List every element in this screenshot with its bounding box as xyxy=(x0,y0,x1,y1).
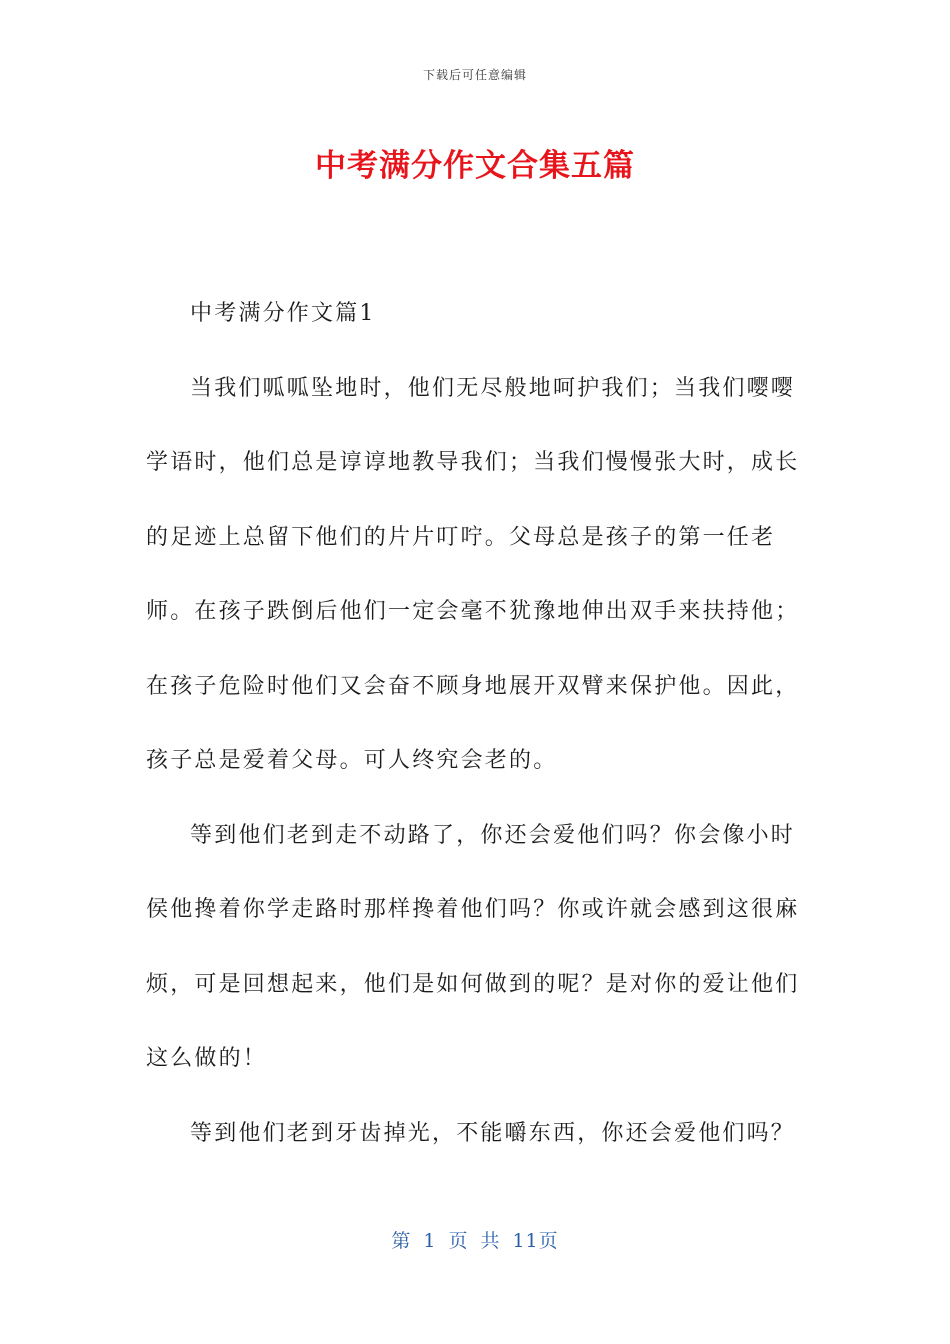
page-footer xyxy=(0,1226,950,1253)
footer-di: 第 xyxy=(391,1230,412,1252)
header-note: 下载后可任意编辑 xyxy=(422,68,527,82)
section-heading: 中考满分作文篇1 xyxy=(190,301,376,326)
footer-ye: 页 xyxy=(448,1230,469,1252)
paragraph: 当我们呱呱坠地时，他们无尽般地呵护我们；当我们嘤嘤学语时，他们总是谆谆地教导我们；当我们慢慢张大时，成长的足迹上总留下他们的片片叮咛。父母总是孩子的第一任老师。在孩子跌倒后他们一定会毫不犹豫地伸出双手来扶持他；在孩子危险时他们又会奋不顾身地展开双臂来保护他。因此，孩子总是爱着父母。可人终究会老的。 xyxy=(146,375,800,773)
paragraph: 等到他们老到走不动路了，你还会爱他们吗？你会像小时侯他搀着你学走路时那样搀着他们吗？你或许就会感到这很麻烦，可是回想起来，他们是如何做到的呢？是对你的爱让他们这么做的！ xyxy=(146,822,800,1071)
paragraph: 等到他们老到牙齿掉光，不能嚼东西，你还会爱他们吗？ xyxy=(190,1120,796,1146)
footer-gong: 共 xyxy=(480,1230,501,1252)
document-title: 中考满分作文合集五篇 xyxy=(315,148,635,184)
document-body xyxy=(146,277,806,1171)
page-current: 1 xyxy=(423,1230,437,1252)
page-total: 11页 xyxy=(512,1230,559,1252)
